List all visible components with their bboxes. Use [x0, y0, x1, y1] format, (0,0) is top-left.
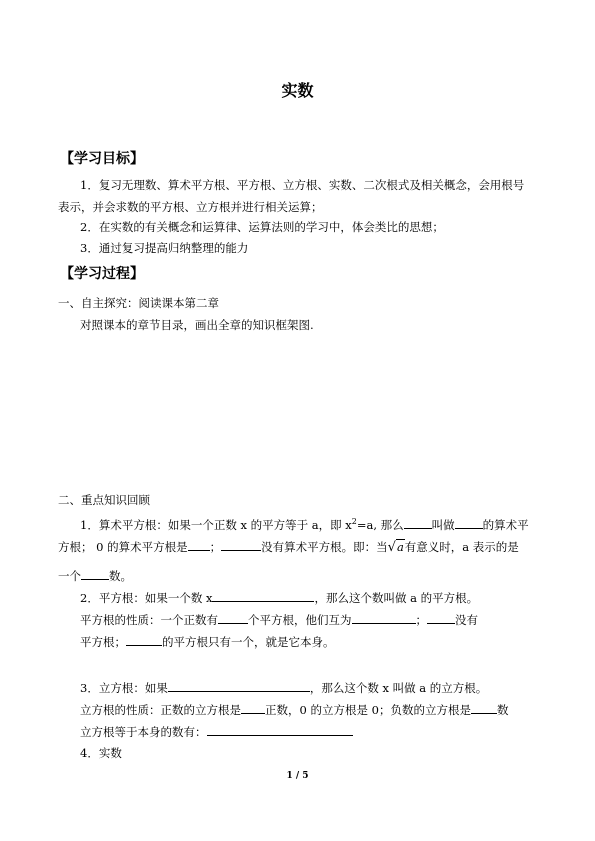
- fill-blank[interactable]: [207, 723, 353, 736]
- part1-title: 一、自主探究：阅读课本第二章: [58, 296, 219, 310]
- page-number: 1 / 5: [286, 771, 309, 781]
- q2-line2: 平方根的性质：一个正数有 个平方根，他们互为 ； 没有: [80, 613, 478, 627]
- fill-blank[interactable]: [168, 679, 310, 692]
- fill-blank[interactable]: [221, 538, 261, 551]
- sqrt-expression: √a: [387, 540, 404, 555]
- fill-blank[interactable]: [81, 567, 109, 580]
- fill-blank[interactable]: [218, 611, 248, 624]
- fill-blank[interactable]: [188, 538, 210, 551]
- goal-item-2: 2．在实数的有关概念和运算律、运算法则的学习中，体会类比的思想；: [80, 220, 444, 234]
- q1-line2: 方根； 0 的算术平方根是 ； 没有算术平方根。即：当√a有意义时，a 表示的是: [58, 540, 519, 555]
- q3-line2: 立方根的性质：正数的立方根是 正数，0 的立方根是 0；负数的立方根是 数: [80, 703, 509, 717]
- fill-blank[interactable]: [404, 516, 432, 529]
- fill-blank[interactable]: [212, 589, 314, 602]
- fill-blank[interactable]: [427, 611, 455, 624]
- fill-blank[interactable]: [471, 701, 497, 714]
- section-heading-goals: 【学习目标】: [60, 151, 144, 167]
- page-title: 实数: [281, 81, 314, 100]
- fill-blank[interactable]: [455, 516, 483, 529]
- goal-item-1-cont: 表示，并会求数的平方根、立方根并进行相关运算；: [58, 200, 323, 214]
- q2-line1: 2．平方根：如果一个数 x ，那么这个数叫做 a 的平方根。: [80, 591, 479, 605]
- q1-line3: 一个 数。: [58, 569, 132, 583]
- q3-line1: 3．立方根：如果 ，那么这个数 x 叫做 a 的立方根。: [80, 681, 488, 695]
- q4-title: 4．实数: [80, 746, 122, 760]
- goal-item-3: 3．通过复习提高归纳整理的能力: [80, 241, 249, 255]
- q1-line1: 1．算术平方根：如果一个正数 x 的平方等于 a，即 $x^2=a$, 那么 叫做 的算术平: [80, 517, 529, 532]
- fill-blank[interactable]: [241, 701, 265, 714]
- part1-body: 对照课本的章节目录，画出全章的知识框架图.: [80, 318, 314, 332]
- q2-line3: 平方根； 的平方根只有一个，就是它本身。: [80, 635, 335, 649]
- goal-item-1: 1．复习无理数、算术平方根、平方根、立方根、实数、二次根式及相关概念，会用根号: [80, 178, 525, 192]
- part2-title: 二、重点知识回顾: [58, 493, 150, 507]
- fill-blank[interactable]: [352, 611, 416, 624]
- fill-blank[interactable]: [126, 633, 162, 646]
- section-heading-process: 【学习过程】: [60, 266, 144, 282]
- q3-line3: 立方根等于本身的数有：: [80, 723, 353, 740]
